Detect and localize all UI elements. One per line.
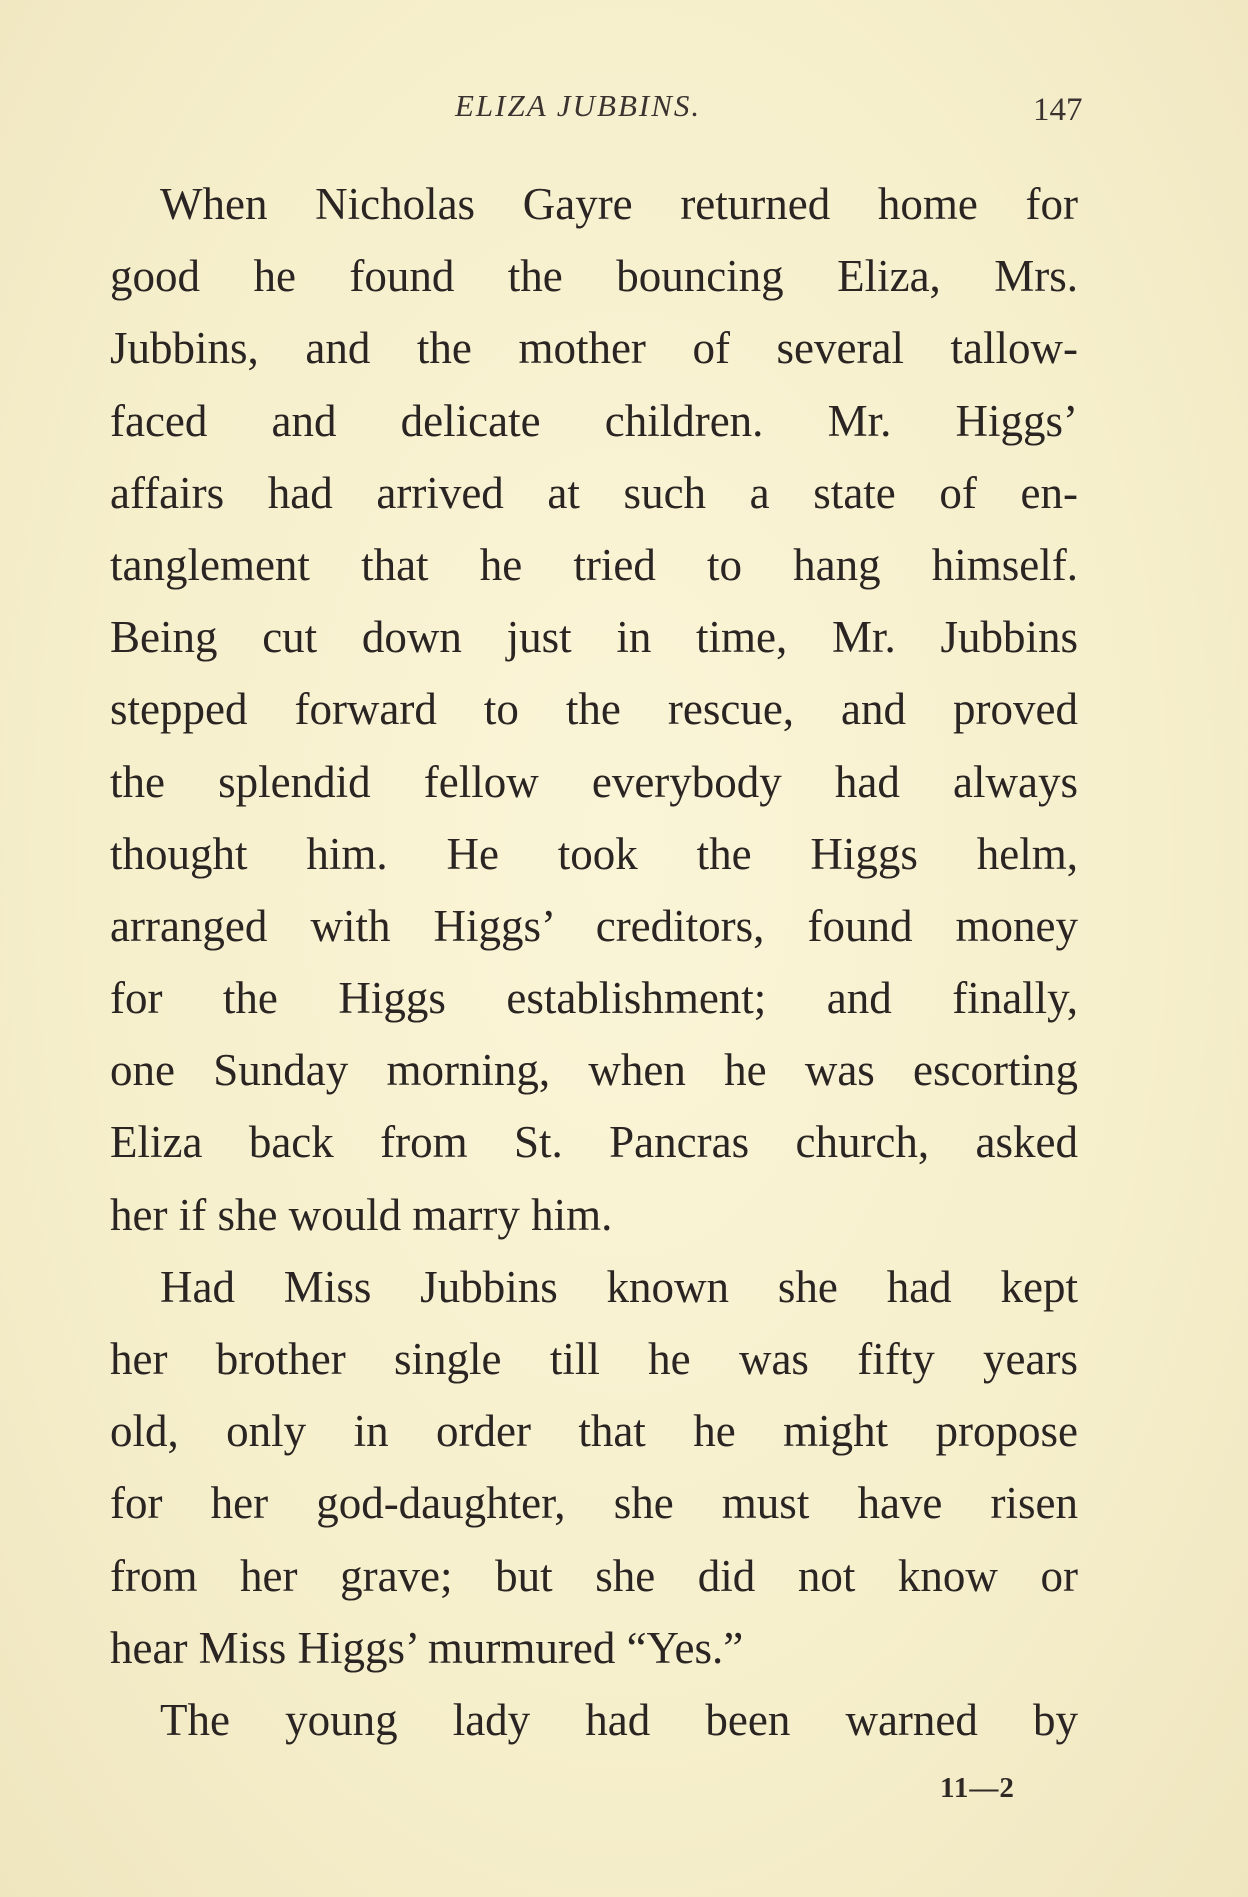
text-line: old, only in order that he might propose: [110, 1406, 1078, 1457]
page-number: 147: [1033, 92, 1083, 128]
text-line: The young lady had been warned by: [160, 1694, 1078, 1745]
text-line: Being cut down just in time, Mr. Jubbins: [110, 612, 1078, 663]
text-line: affairs had arrived at such a state of en-: [110, 467, 1078, 518]
text-line: from her grave; but she did not know or: [110, 1550, 1078, 1601]
text-line: good he found the bouncing Eliza, Mrs.: [110, 251, 1078, 302]
signature-mark: 11—2: [940, 1772, 1015, 1804]
text-line: her brother single till he was fifty years: [110, 1334, 1078, 1384]
text-line: for the Higgs establishment; and finally,: [110, 973, 1078, 1024]
text-line: faced and delicate children. Mr. Higgs’: [110, 395, 1078, 446]
text-line: one Sunday morning, when he was escorting: [110, 1045, 1078, 1096]
text-line: hear Miss Higgs’ murmured “Yes.”: [110, 1622, 744, 1673]
text-line: the splendid fellow everybody had always: [110, 756, 1078, 807]
text-line: thought him. He took the Higgs helm,: [110, 828, 1078, 879]
text-line: arranged with Higgs’ creditors, found money: [110, 900, 1078, 951]
running-head: [0, 88, 1248, 138]
text-line: stepped forward to the rescue, and proved: [110, 684, 1078, 735]
text-line: When Nicholas Gayre returned home for: [160, 179, 1078, 229]
running-title: ELIZA JUBBINS.: [455, 88, 702, 123]
text-line: for her god-daughter, she must have risen: [110, 1478, 1078, 1529]
text-line: Had Miss Jubbins known she had kept: [160, 1261, 1078, 1312]
text-line: tanglement that he tried to hang himself.: [110, 539, 1078, 590]
text-line: her if she would marry him.: [110, 1189, 613, 1240]
body-text: [110, 168, 1078, 1756]
text-line: Jubbins, and the mother of several tallow-: [110, 323, 1078, 374]
text-line: Eliza back from St. Pancras church, asked: [110, 1117, 1078, 1168]
